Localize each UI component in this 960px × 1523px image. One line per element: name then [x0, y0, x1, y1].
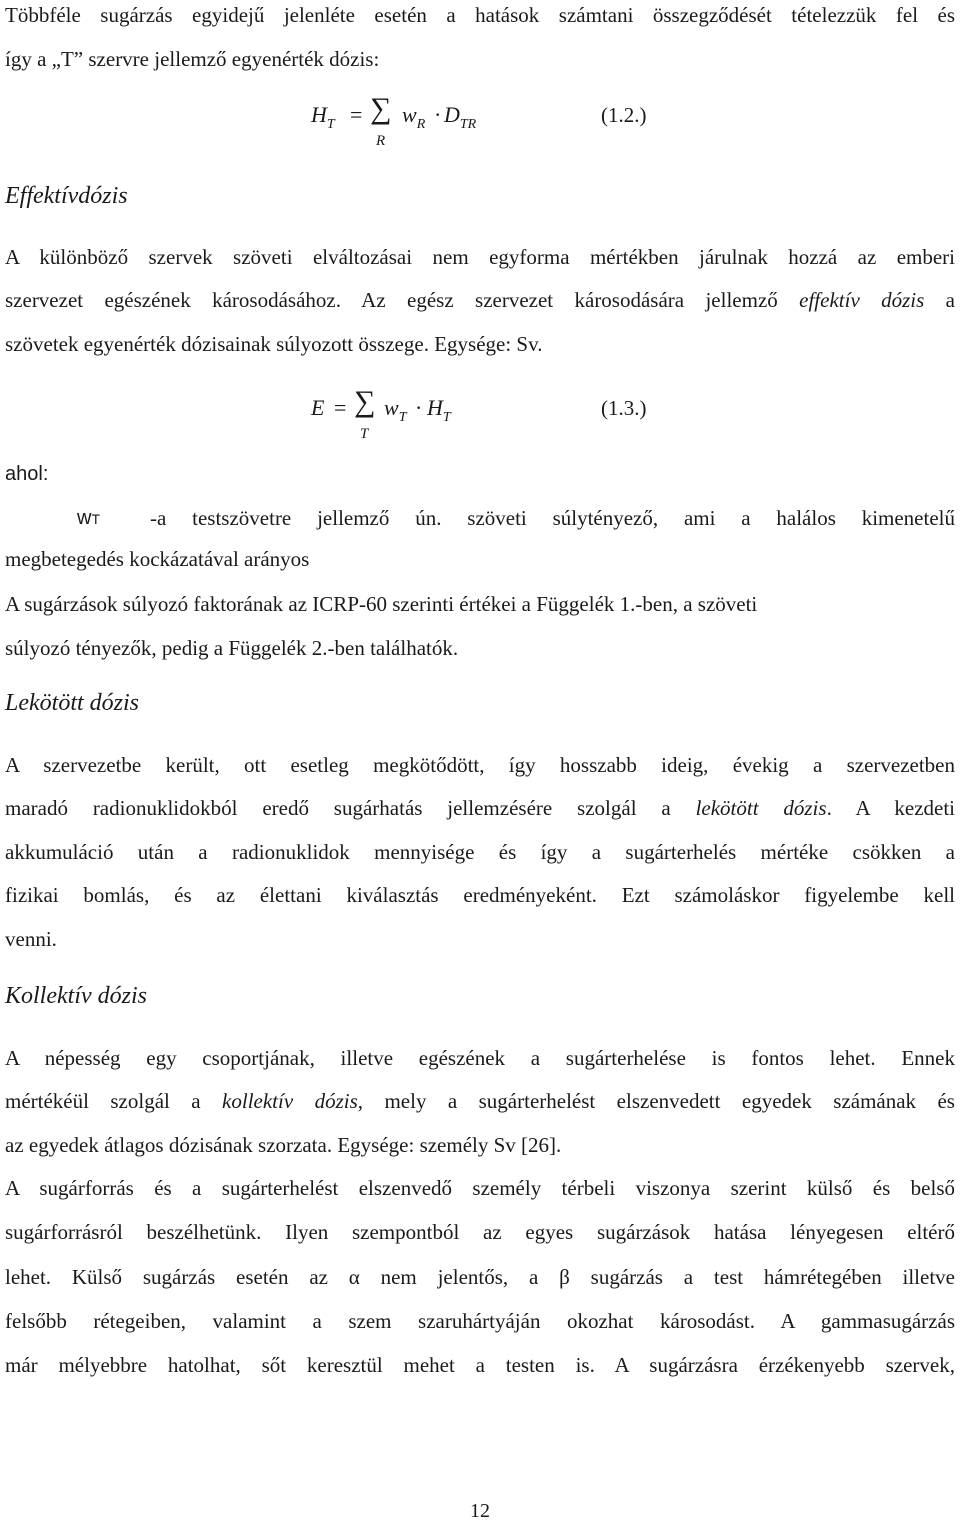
- heading-lekotott-dozis: Lekötött dózis: [5, 690, 140, 716]
- eq2-sum-symbol: ∑: [354, 385, 376, 418]
- kollektiv-line-4: A sugárforrás és a sugárterhelést elszenvedő személy térbeli viszonya szerint külső és belső: [5, 1176, 955, 1200]
- kollektiv-line-7: felsőbb rétegeiben, valamint a szem szaruhártyáján okozhat károsodást. A gammasugárzás: [5, 1309, 955, 1333]
- effektiv-line-3: szövetek egyenérték dózisainak súlyozott összege. Egysége: Sv.: [5, 332, 543, 356]
- eq1-dose: $D_{TR}$: [444, 102, 477, 132]
- kollektiv-line-1: A népesség egy csoportjának, illetve egészének a sugárterhelése is fontos lehet. Ennek: [5, 1046, 955, 1070]
- eq1-weight: $w_R$: [402, 102, 426, 132]
- kollektiv-line-6: lehet. Külső sugárzás esetén az α nem jelentős, a β sugárzás a test hámrétegében illetve: [5, 1265, 955, 1289]
- eq1-sum-index: R: [376, 133, 386, 149]
- kollektiv-line-8: már mélyebbre hatolhat, sőt keresztül mehet a testen is. A sugárzásra érzékenyebb szervek,: [5, 1353, 955, 1377]
- effektiv-line-1: A különböző szervek szöveti elváltozásai nem egyforma mértékben járulnak hozzá az emberi: [5, 245, 955, 269]
- where-note-line-1: A sugárzások súlyozó faktorának az ICRP-60 szerinti értékei a Függelék 1.-ben, a szöveti: [5, 592, 758, 616]
- lekotott-line-4: fizikai bomlás, és az élettani kiválasztás eredményeként. Ezt számoláskor figyelembe kell: [5, 883, 955, 907]
- eq1-lhs: $H_T$: [311, 102, 335, 132]
- heading-kollektiv-dozis: Kollektív dózis: [5, 983, 147, 1009]
- where-desc-line-2: megbetegedés kockázatával arányos: [5, 547, 310, 571]
- where-desc-line-1: -a testszövetre jellemző ún. szöveti súlytényező, ami a halálos kimenetelű: [150, 506, 955, 530]
- eq1-equals: =: [350, 102, 363, 127]
- term-kollektiv-dozis: kollektív dózis: [222, 1089, 358, 1113]
- intro-line-2: így a „T” szervre jellemző egyenérték dózis:: [5, 47, 380, 71]
- lekotott-line-1: A szervezetbe került, ott esetleg megkötődött, így hosszabb ideig, évekig a szervezetben: [5, 753, 955, 777]
- eq2-sum-index: T: [360, 426, 369, 442]
- where-note-line-2: súlyozó tényezők, pedig a Függelék 2.-ben találhatók.: [5, 636, 459, 660]
- eq2-equivalent-dose: $H_T$: [427, 395, 451, 425]
- kollektiv-line-2: mértékéül szolgál a kollektív dózis, mely a sugárterhelést elszenvedett egyedek számának és: [5, 1089, 955, 1113]
- eq1-number: (1.2.): [601, 103, 647, 127]
- where-symbol: wT: [77, 507, 101, 529]
- page-number: 12: [470, 1500, 490, 1522]
- lekotott-line-2: maradó radionuklidokból eredő sugárhatás jellemzésére szolgál a lekötött dózis. A kezdeti: [5, 796, 956, 820]
- eq1-sum-symbol: ∑: [370, 92, 392, 125]
- heading-effektiv-dozis: Effektívdózis: [5, 183, 128, 209]
- eq2-weight: $w_T$: [384, 395, 407, 425]
- intro-line-1: Többféle sugárzás egyidejű jelenléte esetén a hatások számtani összegződését tételezzük fel és: [5, 3, 955, 27]
- eq2-lhs: E: [311, 395, 325, 420]
- term-effektiv-dozis: effektív dózis: [799, 288, 925, 312]
- eq2-number: (1.3.): [601, 396, 647, 420]
- lekotott-line-3: akkumuláció után a radionuklidok mennyisége és így a sugárterhelés mértéke csökken a: [5, 840, 955, 864]
- lekotott-line-5: venni.: [5, 927, 57, 951]
- kollektiv-line-5: sugárforrásról beszélhetünk. Ilyen szempontból az egyes sugárzások hatása lényegesen eltérő: [5, 1220, 955, 1244]
- where-label: ahol:: [5, 463, 49, 485]
- eq1-dot: ·: [434, 102, 442, 127]
- kollektiv-line-3: az egyedek átlagos dózisának szorzata. Egysége: személy Sv [26].: [5, 1133, 562, 1157]
- eq2-equals: =: [334, 395, 347, 420]
- term-lekotott-dozis: lekötött dózis: [695, 796, 827, 820]
- effektiv-line-2: szervezet egészének károsodásához. Az egész szervezet károsodására jellemző effektív dózis a: [5, 288, 955, 312]
- eq2-dot: ·: [415, 395, 423, 420]
